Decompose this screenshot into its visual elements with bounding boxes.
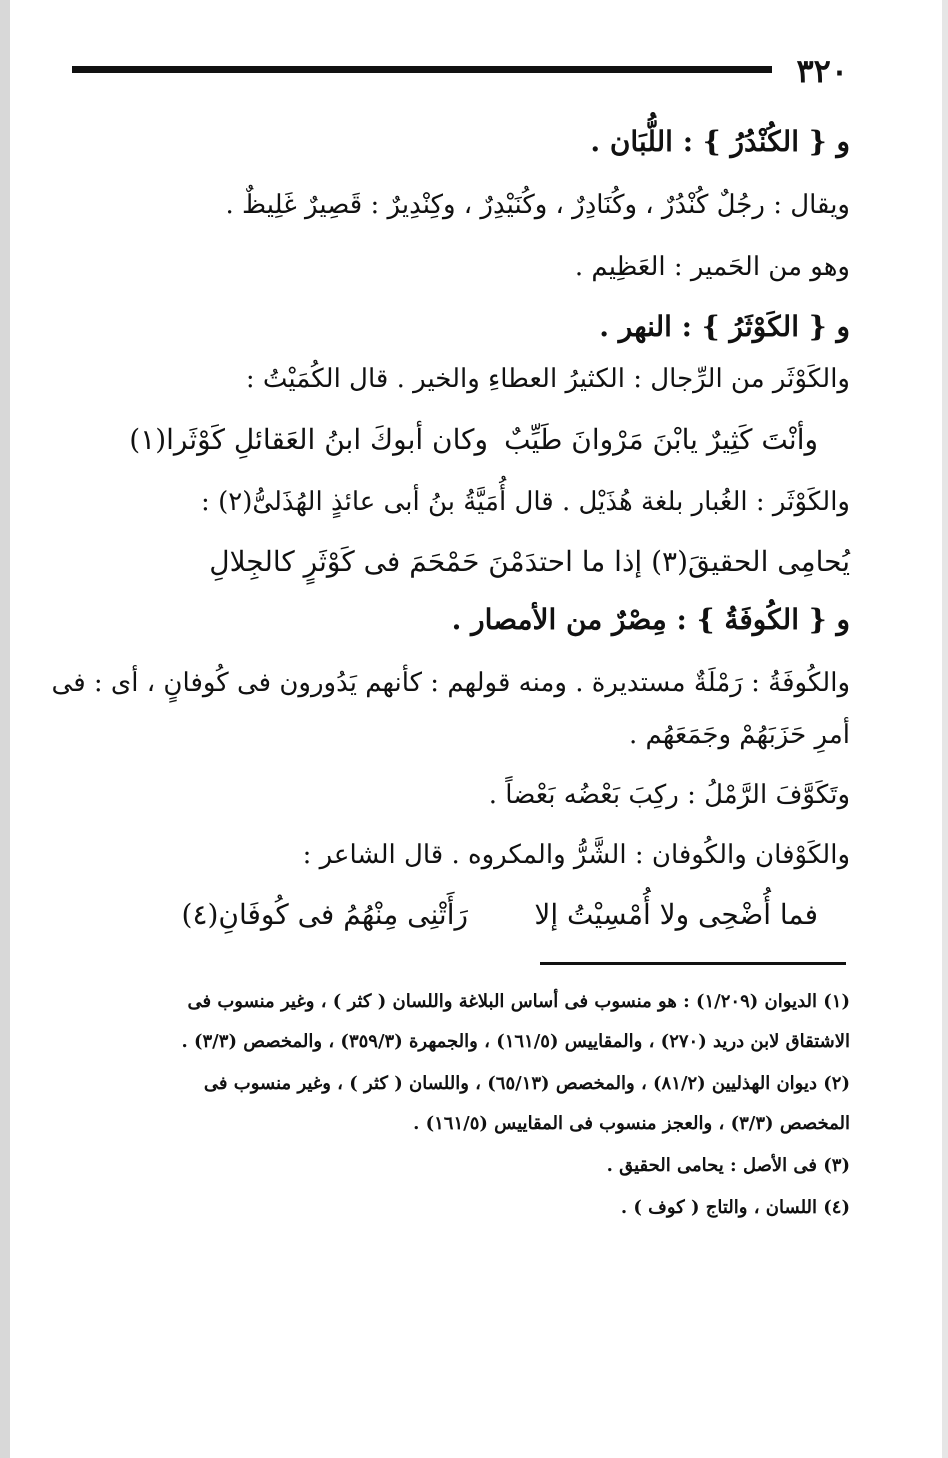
footnote-2-line-1: (٢) ديوان الهذليين (٨١/٢) ، والمخصص (٦٥/١٣) ، واللسان ( كثر ) ، وغير منسوب فى <box>203 1073 850 1094</box>
scan-margin-right <box>942 0 948 1458</box>
scan-margin-left <box>0 0 10 1458</box>
verse-3-second-hemistich: رَأَتْنِى مِنْهُمُ فى كُوفَانِ(٤) <box>181 898 468 931</box>
body-line-8: والكُوفَةُ : رَمْلَةٌ مستديرة . ومنه قولهم : كأنهم يَدُورون فى كُوفانٍ ، أى : فى <box>51 668 850 698</box>
body-line-4: و { الكَوْثَرُ } : النهر . <box>599 310 850 343</box>
body-line-5: والكَوْثَر من الرِّجال : الكثيرُ العطاءِ والخير . قال الكُمَيْتُ : <box>245 364 850 394</box>
body-line-3: وهو من الحَمير : العَظِيم . <box>574 252 850 282</box>
footnote-1-line-2: الاشتقاق لابن دريد (٢٧٠) ، والمقاييس (١٦١/٥) ، والجمهرة (٣٥٩/٣) ، والمخصص (٣/٣) . <box>181 1031 850 1052</box>
body-line-11: والكَوْفان والكُوفان : الشَّرُّ والمكروه . قال الشاعر : <box>302 840 850 870</box>
body-line-6: والكَوْثَر : الغُبار بلغة هُذَيْل . قال أُمَيَّةُ بنُ أبى عائذٍ الهُذَلىُّ(٢) : <box>201 487 850 517</box>
footnote-4: (٤) اللسان ، والتاج ( كوف ) . <box>620 1197 850 1218</box>
body-line-1: و { الكُنْدُرُ } : اللُّبَان . <box>590 125 850 158</box>
footnote-3: (٣) فى الأصل : يحامى الحقيق . <box>606 1155 850 1176</box>
page-number: ٣٢٠ <box>796 52 848 90</box>
body-line-10: وتَكَوَّفَ الرَّمْلُ : ركِبَ بَعْضُه بَعْضاً . <box>488 780 850 810</box>
verse-2: يُحامِى الحقيقَ(٣) إذا ما احتدَمْنَ حَمْحَمَ فى كَوْثَرٍ كالجِلالِ <box>209 545 850 578</box>
footnote-2-line-2: المخصص (٣/٣) ، والعجز منسوب فى المقاييس (١٦١/٥) . <box>413 1113 850 1134</box>
footnote-rule <box>540 962 846 965</box>
verse-3-first-hemistich: فما أُضْحِى ولا أُمْسِيْتُ إلا <box>534 898 818 931</box>
body-line-7: و { الكُوفَةُ } : مِصْرٌ من الأمصار . <box>451 603 850 636</box>
body-line-9: أمرِ حَزَبَهُمْ وجَمَعَهُم . <box>629 720 850 750</box>
header-rule <box>72 66 772 73</box>
body-line-2: ويقال : رجُلٌ كُنْدُرٌ ، وكُنَادِرٌ ، وكُنَيْدِرٌ ، وكِنْدِيرٌ : قَصِيرٌ غَلِيظٌ . <box>225 190 850 220</box>
verse-1-first-hemistich: وأنْتَ كَثِيرٌ يابْنَ مَرْوانَ طَيِّبٌ <box>504 423 818 456</box>
footnote-1-line-1: (١) الديوان (١/٢٠٩) : هو منسوب فى أساس البلاغة واللسان ( كثر ) ، وغير منسوب فى <box>187 991 850 1012</box>
verse-1-second-hemistich: وكان أبوكَ ابنُ العَقائلِ كَوْثَرا(١) <box>129 423 488 456</box>
